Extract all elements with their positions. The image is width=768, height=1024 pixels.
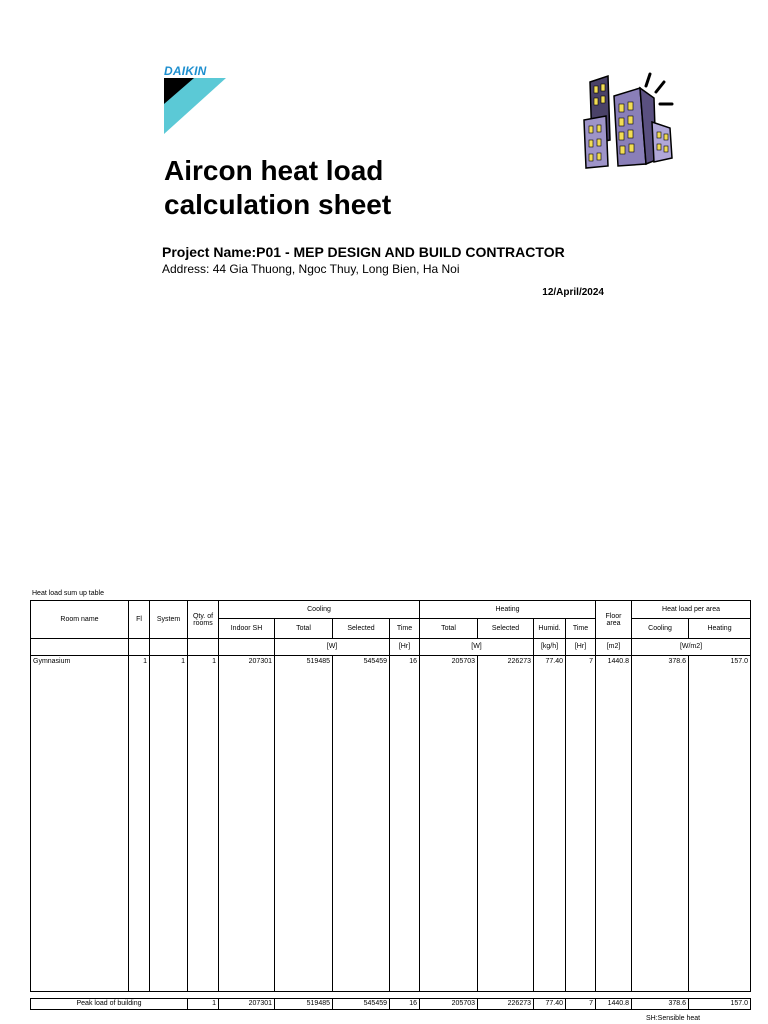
header-heating-time: Time bbox=[566, 619, 596, 639]
unit-heating-w: [W] bbox=[420, 639, 534, 656]
cell-cooling-time: 16 bbox=[390, 656, 420, 992]
header-fl: Fl bbox=[129, 601, 150, 639]
header-floor-area: Floor area bbox=[596, 601, 632, 639]
cell-floor-area: 1440.8 bbox=[596, 656, 632, 992]
peak-heating-per-area: 157.0 bbox=[689, 999, 751, 1010]
peak-humid: 77.40 bbox=[534, 999, 566, 1010]
header-cooling-total: Total bbox=[275, 619, 333, 639]
table-row bbox=[31, 656, 751, 992]
city-buildings-icon bbox=[580, 70, 680, 170]
title-line-2: calculation sheet bbox=[164, 189, 392, 220]
cell-cooling-total: 519485 bbox=[275, 656, 333, 992]
cell-heating-time: 7 bbox=[566, 656, 596, 992]
cell-heating-selected: 226273 bbox=[478, 656, 534, 992]
peak-indoor-sh: 207301 bbox=[219, 999, 275, 1010]
page-title bbox=[164, 154, 584, 222]
heat-load-table bbox=[30, 600, 751, 992]
peak-cooling-selected: 545459 bbox=[333, 999, 390, 1010]
header-room-name: Room name bbox=[31, 601, 129, 639]
unit-heating-hr: [Hr] bbox=[566, 639, 596, 656]
header-cooling-selected: Selected bbox=[333, 619, 390, 639]
logo-text: DAIKIN bbox=[164, 64, 207, 78]
unit-area: [m2] bbox=[596, 639, 632, 656]
peak-heating-total: 205703 bbox=[420, 999, 478, 1010]
header-heating-selected: Selected bbox=[478, 619, 534, 639]
peak-row bbox=[31, 999, 751, 1010]
peak-cooling-total: 519485 bbox=[275, 999, 333, 1010]
daikin-logo bbox=[164, 64, 228, 136]
peak-cooling-per-area: 378.6 bbox=[632, 999, 689, 1010]
unit-humid: [kg/h] bbox=[534, 639, 566, 656]
peak-qty: 1 bbox=[188, 999, 219, 1010]
cell-heating-total: 205703 bbox=[420, 656, 478, 992]
header-humid: Humid. bbox=[534, 619, 566, 639]
title-line-1: Aircon heat load bbox=[164, 155, 384, 186]
header-cooling-per-area: Cooling bbox=[632, 619, 689, 639]
header-heating: Heating bbox=[420, 601, 596, 619]
project-address: Address: 44 Gia Thuong, Ngoc Thuy, Long Bien, Ha Noi bbox=[162, 262, 460, 276]
peak-heating-time: 7 bbox=[566, 999, 596, 1010]
peak-cooling-time: 16 bbox=[390, 999, 420, 1010]
header-heat-load-per-area: Heat load per area bbox=[632, 601, 751, 619]
unit-cooling-hr: [Hr] bbox=[390, 639, 420, 656]
header-cooling-time: Time bbox=[390, 619, 420, 639]
cell-heating-per-area: 157.0 bbox=[689, 656, 751, 992]
document-date: 12/April/2024 bbox=[542, 287, 604, 298]
header-qty-rooms: Qty. of rooms bbox=[188, 601, 219, 639]
cell-indoor-sh: 207301 bbox=[219, 656, 275, 992]
header-heating-total: Total bbox=[420, 619, 478, 639]
header-indoor-sh: Indoor SH bbox=[219, 619, 275, 639]
footnote: SH:Sensible heat bbox=[646, 1015, 701, 1022]
cell-system: 1 bbox=[150, 656, 188, 992]
peak-load-table bbox=[30, 998, 751, 1010]
unit-per-area: [W/m2] bbox=[632, 639, 751, 656]
peak-heating-selected: 226273 bbox=[478, 999, 534, 1010]
table-caption: Heat load sum up table bbox=[32, 590, 104, 597]
cell-fl: 1 bbox=[129, 656, 150, 992]
cell-humid: 77.40 bbox=[534, 656, 566, 992]
peak-label: Peak load of building bbox=[31, 999, 188, 1010]
project-name: Project Name:P01 - MEP DESIGN AND BUILD CONTRACTOR bbox=[162, 244, 565, 260]
cell-qty: 1 bbox=[188, 656, 219, 992]
unit-cooling-w: [W] bbox=[275, 639, 390, 656]
peak-floor-area: 1440.8 bbox=[596, 999, 632, 1010]
cell-cooling-selected: 545459 bbox=[333, 656, 390, 992]
header-system: System bbox=[150, 601, 188, 639]
header-heating-per-area: Heating bbox=[689, 619, 751, 639]
header-cooling: Cooling bbox=[219, 601, 420, 619]
cell-room-name: Gymnasium bbox=[31, 656, 129, 992]
cell-cooling-per-area: 378.6 bbox=[632, 656, 689, 992]
